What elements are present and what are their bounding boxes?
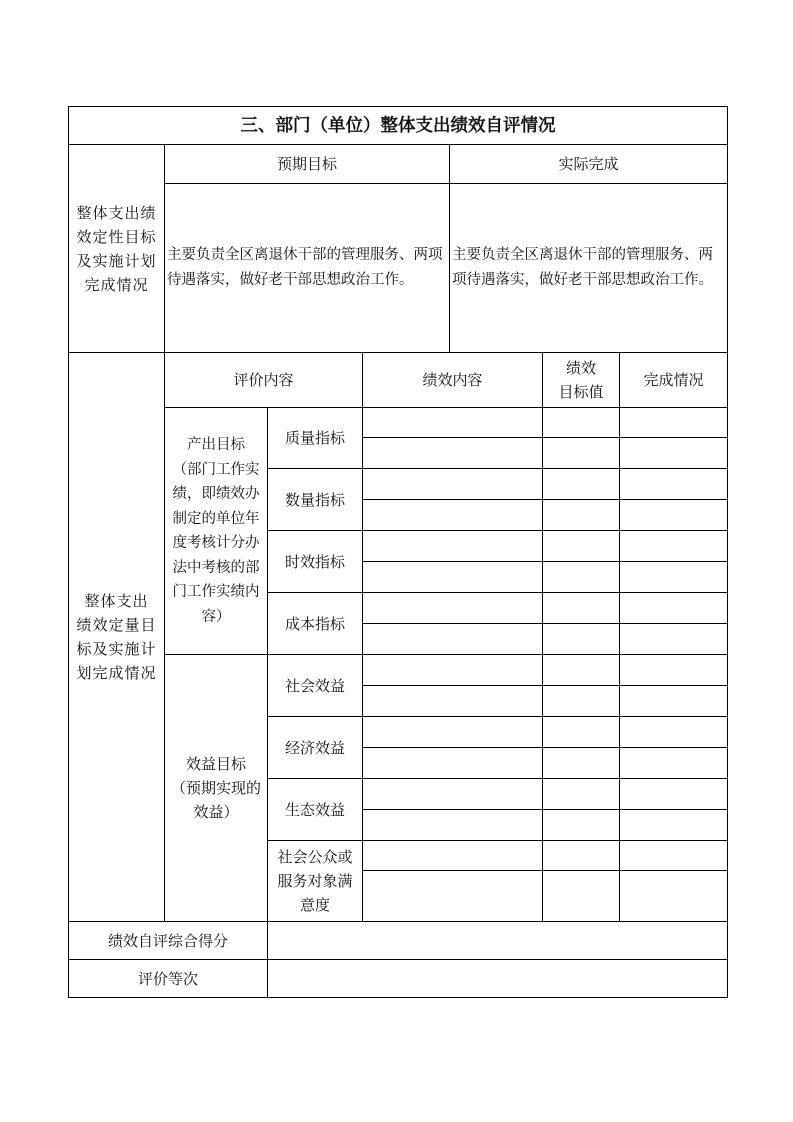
label-line: 完成情况 — [84, 275, 149, 294]
actual-completion-text: 主要负责全区离退休干部的管理服务、两项待遇落实，做好老干部思想政治工作。 — [452, 247, 713, 288]
row-line — [362, 499, 728, 500]
border-right — [727, 106, 728, 998]
indicator-line: 意度 — [299, 896, 330, 914]
row-line — [362, 747, 728, 748]
output-target-group — [165, 408, 267, 654]
group-line: 制定的单位年 — [172, 510, 260, 527]
section-title: 三、部门（单位）整体支出绩效自评情况 — [240, 115, 556, 136]
group-line: 法中考核的部 — [172, 559, 260, 576]
eval-content-header: 评价内容 — [233, 371, 294, 389]
group-line: 容） — [201, 608, 231, 625]
row-line — [362, 437, 728, 438]
row-line — [362, 870, 728, 871]
header-line: 绩效 — [565, 359, 596, 377]
row-line — [362, 561, 728, 562]
economic-benefit-indicator: 经济效益 — [284, 738, 345, 757]
group-line: （部门工作实 — [172, 461, 260, 478]
social-benefit-indicator: 社会效益 — [284, 676, 345, 695]
col-perf-content — [362, 352, 363, 921]
qualitative-row-label — [69, 145, 164, 352]
col-completion — [619, 352, 620, 921]
indicator-line: 服务对象满 — [277, 872, 353, 890]
header-line: 目标值 — [558, 383, 604, 401]
cost-indicator: 成本指标 — [284, 614, 345, 633]
actual-completion-header: 实际完成 — [558, 155, 619, 173]
grade-label: 评价等次 — [137, 969, 198, 988]
grade-value-field[interactable] — [268, 960, 727, 997]
row-line — [362, 623, 728, 624]
quality-indicator: 质量指标 — [284, 429, 345, 447]
group-line: 效益目标 — [185, 755, 246, 773]
label-line: 绩效定量目 — [76, 616, 157, 634]
indicator-line: 社会公众或 — [277, 848, 353, 866]
expected-target-header: 预期目标 — [276, 155, 337, 173]
row-line — [362, 809, 728, 810]
label-line: 标及实施计 — [76, 640, 157, 658]
perf-content-header: 绩效内容 — [422, 371, 483, 389]
score-value-field[interactable] — [268, 922, 727, 959]
benefit-target-group — [165, 655, 267, 921]
label-line: 及实施计划 — [76, 251, 157, 270]
quantitative-row-label — [69, 353, 164, 921]
timeliness-indicator: 时效指标 — [284, 552, 345, 571]
group-line: 门工作实绩内 — [172, 584, 260, 600]
label-line: 划完成情况 — [76, 664, 157, 682]
expected-target-text: 主要负责全区离退休干部的管理服务、两项待遇落实，做好老干部思想政治工作。 — [167, 247, 443, 288]
ecological-benefit-indicator: 生态效益 — [284, 800, 345, 819]
target-value-header — [543, 353, 619, 407]
label-line: 整体支出 — [84, 592, 149, 610]
label-line: 效定性目标 — [76, 227, 157, 246]
quantity-indicator: 数量指标 — [284, 490, 345, 509]
border-bottom — [68, 997, 728, 998]
label-line: 整体支出绩 — [76, 203, 157, 222]
col-target — [542, 352, 543, 921]
group-line: 度考核计分办 — [172, 535, 260, 551]
score-label: 绩效自评综合得分 — [107, 931, 228, 950]
group-line: 绩，即绩效办 — [172, 486, 260, 502]
satisfaction-indicator — [268, 841, 362, 921]
group-line: 产出目标 — [187, 437, 245, 453]
group-line: （预期实现的 — [170, 779, 261, 797]
group-line: 效益） — [193, 803, 239, 821]
row-line — [362, 685, 728, 686]
completion-header: 完成情况 — [643, 371, 704, 389]
